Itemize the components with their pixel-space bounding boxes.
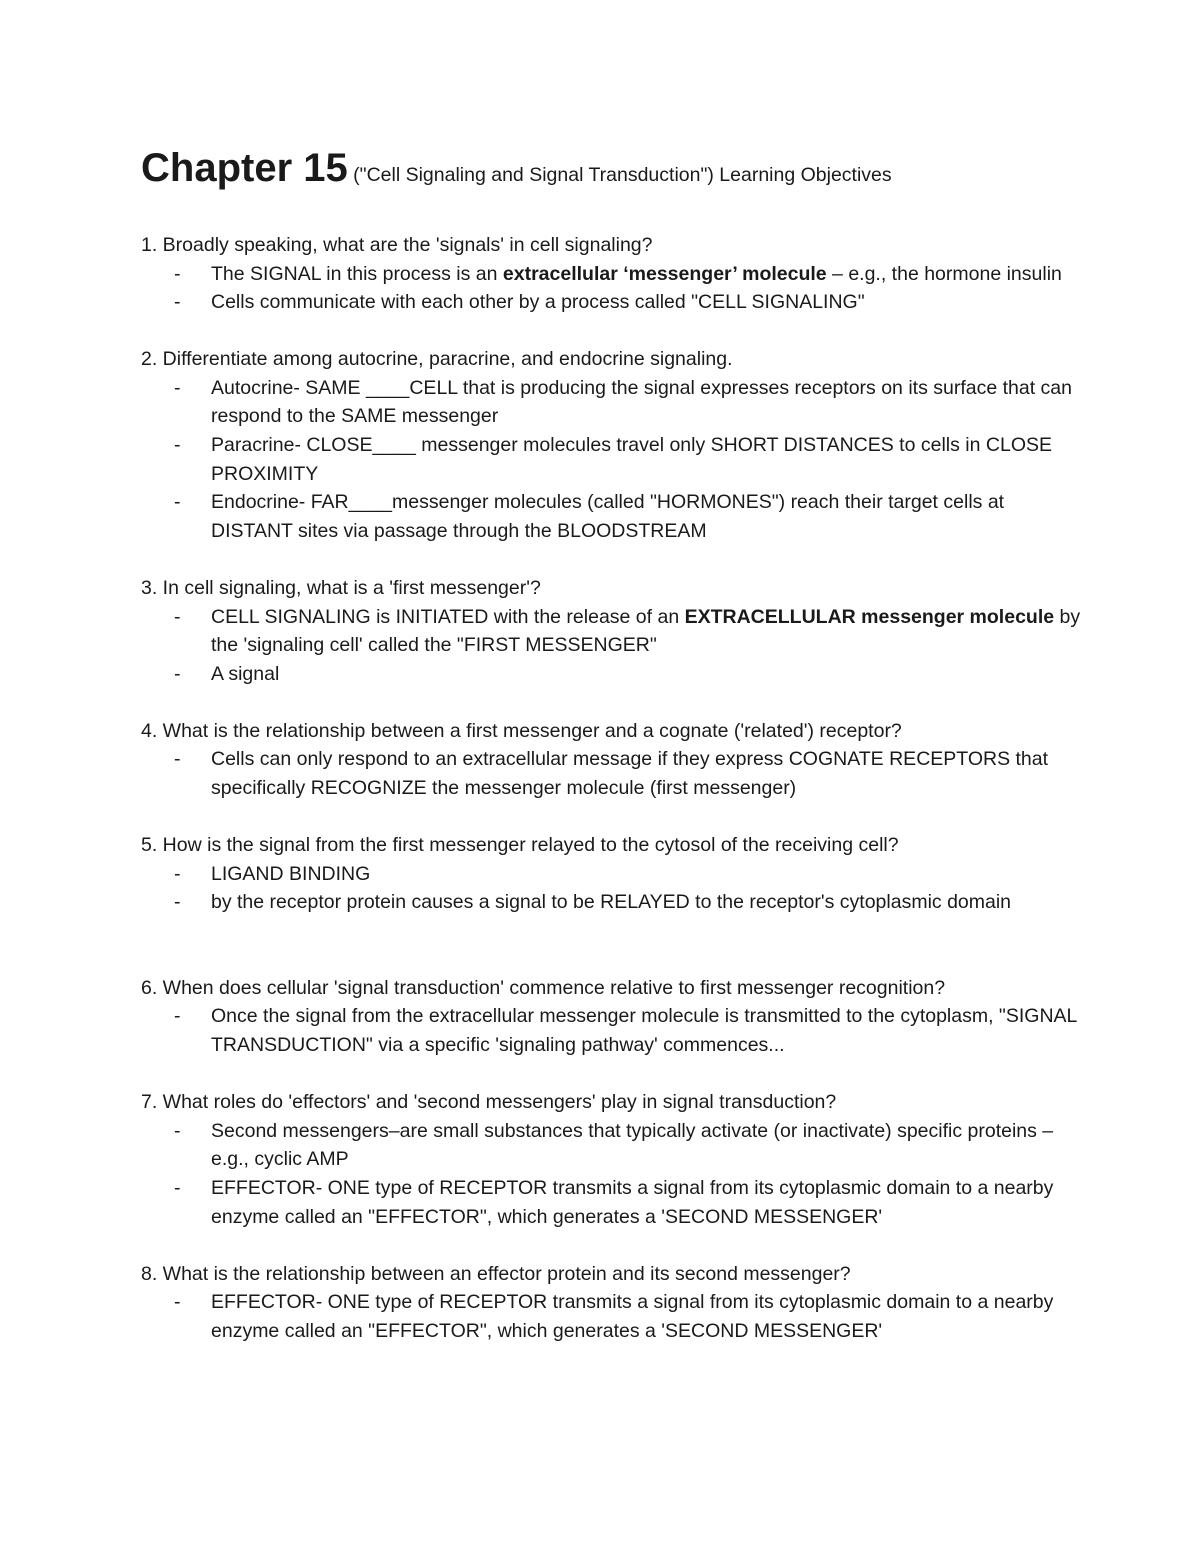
answer-text: Second messengers–are small substances that typically activate (or inactivate) specific proteins – e.g., cyclic AMP (211, 1119, 1054, 1171)
bullet-dash: - (174, 1291, 181, 1314)
answer-text: EFFECTOR- ONE type of RECEPTOR transmits a signal from its cytoplasmic domain to a nearby enzyme called an "EFFECTOR", which generates a 'SECOND MESSENGER' (211, 1291, 1054, 1342)
answer-item (141, 1117, 1081, 1174)
answer-text: Autocrine- SAME ____CELL that is producing the signal expresses receptors on its surface that can respond to the SAME messenger (211, 376, 1072, 428)
answer-item (141, 1002, 1081, 1059)
answer-text: Endocrine- FAR____messenger molecules (called "HORMONES") reach their target cells at DISTANT sites via passage through the BLOODSTREAM (211, 491, 1005, 542)
objective-question: 4. What is the relationship between a first messenger and a cognate ('related') receptor? (141, 719, 902, 742)
answer-text: Cells communicate with each other by a process called "CELL SIGNALING" (211, 291, 865, 314)
objective-1 (141, 231, 1081, 317)
answer-text: Cells can only respond to an extracellular message if they express COGNATE RECEPTORS that specifically RECOGNIZE the messenger molecule (first messenger) (211, 748, 1049, 799)
answer-list (141, 1117, 1081, 1231)
answer-text: CELL SIGNALING is INITIATED with the release of an (211, 605, 685, 628)
answer-item (141, 288, 1081, 317)
bullet-dash: - (174, 1176, 181, 1199)
objective-question: 7. What roles do 'effectors' and 'second messengers' play in signal transduction? (141, 1091, 837, 1114)
answer-text: A signal (211, 662, 280, 685)
answer-list (141, 1288, 1081, 1345)
answer-list (141, 603, 1081, 689)
bullet-dash: - (174, 891, 181, 914)
answer-item (141, 1288, 1081, 1345)
answer-list (141, 1002, 1081, 1059)
answer-emphasis: extracellular ‘messenger’ molecule (502, 262, 827, 285)
answer-item (141, 888, 1081, 917)
objective-2 (141, 345, 1081, 545)
bullet-dash: - (174, 1119, 181, 1142)
bullet-dash: - (174, 491, 181, 514)
answer-list (141, 374, 1081, 546)
objective-question: 6. When does cellular 'signal transduction' commence relative to first messenger recognition? (141, 976, 946, 999)
objective-6 (141, 974, 1081, 1060)
bullet-dash: - (174, 748, 181, 771)
answer-list (141, 745, 1081, 802)
answer-text: by the receptor protein causes a signal to be RELAYED to the receptor's cytoplasmic domain (211, 891, 1012, 914)
objective-question: 8. What is the relationship between an effector protein and its second messenger? (141, 1262, 851, 1285)
objective-5 (141, 831, 1081, 917)
objective-3 (141, 574, 1081, 688)
chapter-heading: Chapter 15 (141, 146, 348, 190)
bullet-dash: - (174, 862, 181, 885)
bullet-dash: - (174, 605, 181, 628)
page-title (141, 140, 1081, 205)
answer-item (141, 860, 1081, 889)
answer-item (141, 603, 1081, 660)
objective-4 (141, 717, 1081, 803)
objective-question: 2. Differentiate among autocrine, paracrine, and endocrine signaling. (141, 348, 733, 371)
answer-item (141, 745, 1081, 802)
answer-item (141, 660, 1081, 689)
answer-emphasis: EXTRACELLULAR messenger molecule (684, 605, 1055, 628)
objective-7 (141, 1088, 1081, 1231)
answer-item (141, 1174, 1081, 1231)
answer-text-continued: – e.g., the hormone insulin (826, 262, 1062, 285)
document-page (141, 140, 1081, 1374)
bullet-dash: - (174, 376, 181, 399)
answer-item (141, 488, 1081, 545)
bullet-dash: - (174, 1005, 181, 1028)
bullet-dash: - (174, 262, 181, 285)
bullet-dash: - (174, 434, 181, 457)
answer-text: Once the signal from the extracellular messenger molecule is transmitted to the cytoplasm, "SIGNAL TRANSDUCTION" via a specific 'signaling pathway' commences... (211, 1005, 1077, 1057)
objective-question: 1. Broadly speaking, what are the 'signals' in cell signaling? (141, 234, 653, 256)
bullet-dash: - (174, 291, 181, 314)
answer-item (141, 260, 1081, 289)
answer-text: EFFECTOR- ONE type of RECEPTOR transmits a signal from its cytoplasmic domain to a nearby enzyme called an "EFFECTOR", which generates a 'SECOND MESSENGER' (211, 1176, 1054, 1228)
answer-list (141, 260, 1081, 317)
answer-list (141, 860, 1081, 917)
answer-text: The SIGNAL in this process is an (211, 262, 503, 285)
answer-item (141, 431, 1081, 488)
objective-8 (141, 1260, 1081, 1346)
chapter-subtitle: ("Cell Signaling and Signal Transduction") Learning Objectives (347, 164, 892, 186)
answer-text-continued: by the 'signaling cell' called the "FIRST MESSENGER" (211, 605, 1081, 657)
answer-item (141, 374, 1081, 431)
bullet-dash: - (174, 662, 181, 685)
answer-text: LIGAND BINDING (211, 862, 371, 885)
objective-question: 3. In cell signaling, what is a 'first messenger'? (141, 576, 541, 599)
answer-text: Paracrine- CLOSE____ messenger molecules travel only SHORT DISTANCES to cells in CLOSE PROXIMITY (211, 434, 1052, 485)
objective-question: 5. How is the signal from the first messenger relayed to the cytosol of the receiving cell? (141, 834, 899, 857)
